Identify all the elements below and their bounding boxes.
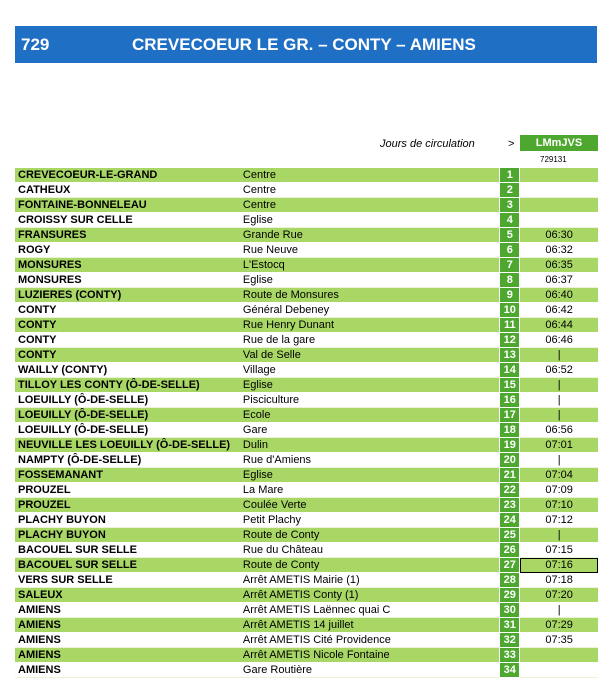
time-cell: 06:35 bbox=[520, 258, 598, 273]
stop-name-cell: Arrêt AMETIS Mairie (1) bbox=[243, 573, 500, 588]
stop-number-cell: 14 bbox=[500, 363, 520, 378]
stop-name-cell: Rue Neuve bbox=[243, 243, 500, 258]
stop-name-cell: Pisciculture bbox=[243, 393, 500, 408]
stop-number-cell: 22 bbox=[500, 483, 520, 498]
table-row bbox=[15, 243, 598, 258]
stop-number-cell: 23 bbox=[500, 498, 520, 513]
time-cell: 07:20 bbox=[520, 588, 598, 603]
stop-name-cell: Route de Conty bbox=[243, 558, 500, 573]
route-title: CREVECOEUR LE GR. – CONTY – AMIENS bbox=[132, 35, 476, 54]
commune-cell: CONTY bbox=[15, 318, 243, 333]
table-row bbox=[15, 453, 598, 468]
stop-number-cell: 12 bbox=[500, 333, 520, 348]
commune-cell: AMIENS bbox=[15, 633, 243, 648]
time-cell: 07:35 bbox=[520, 633, 598, 648]
table-row bbox=[15, 408, 598, 423]
stop-number-cell: 24 bbox=[500, 513, 520, 528]
table-row bbox=[15, 573, 598, 588]
stop-name-cell: Arrêt AMETIS Laënnec quai C bbox=[243, 603, 500, 618]
commune-cell: AMIENS bbox=[15, 648, 243, 663]
stop-name-cell: Val de Selle bbox=[243, 348, 500, 363]
stop-number-cell: 3 bbox=[500, 198, 520, 213]
time-cell: | bbox=[520, 348, 598, 363]
table-row bbox=[15, 423, 598, 438]
stop-name-cell: Centre bbox=[243, 183, 500, 198]
commune-cell: TILLOY LES CONTY (Ô-DE-SELLE) bbox=[15, 378, 243, 393]
time-cell: 06:52 bbox=[520, 363, 598, 378]
commune-cell: LOEUILLY (Ô-DE-SELLE) bbox=[15, 423, 243, 438]
stop-number-cell: 19 bbox=[500, 438, 520, 453]
stop-name-cell: Gare bbox=[243, 423, 500, 438]
table-row bbox=[15, 258, 598, 273]
stop-name-cell: Ecole bbox=[243, 408, 500, 423]
table-row bbox=[15, 603, 598, 618]
commune-cell: ROGY bbox=[15, 243, 243, 258]
stop-number-cell: 21 bbox=[500, 468, 520, 483]
table-row bbox=[15, 363, 598, 378]
commune-cell: BACOUEL SUR SELLE bbox=[15, 558, 243, 573]
time-cell: 07:29 bbox=[520, 618, 598, 633]
stop-number-cell: 13 bbox=[500, 348, 520, 363]
commune-cell: LOEUILLY (Ô-DE-SELLE) bbox=[15, 408, 243, 423]
stop-number-cell: 29 bbox=[500, 588, 520, 603]
time-cell: | bbox=[520, 453, 598, 468]
time-cell: 07:16 bbox=[520, 558, 598, 573]
time-cell bbox=[520, 213, 598, 228]
time-cell: 06:32 bbox=[520, 243, 598, 258]
stop-name-cell: Grande Rue bbox=[243, 228, 500, 243]
commune-cell: MONSURES bbox=[15, 273, 243, 288]
table-row bbox=[15, 198, 598, 213]
stop-number-cell: 4 bbox=[500, 213, 520, 228]
commune-cell: CONTY bbox=[15, 348, 243, 363]
stop-name-cell: Arrêt AMETIS Nicole Fontaine bbox=[243, 648, 500, 663]
stop-name-cell: Eglise bbox=[243, 273, 500, 288]
stop-number-cell: 18 bbox=[500, 423, 520, 438]
stop-name-cell: Général Debeney bbox=[243, 303, 500, 318]
time-cell: 07:18 bbox=[520, 573, 598, 588]
table-row bbox=[15, 168, 598, 183]
time-cell: 06:37 bbox=[520, 273, 598, 288]
time-cell: 06:42 bbox=[520, 303, 598, 318]
table-row bbox=[15, 288, 598, 303]
table-row bbox=[15, 318, 598, 333]
stop-number-cell: 32 bbox=[500, 633, 520, 648]
stop-name-cell: Village bbox=[243, 363, 500, 378]
stop-number-cell: 20 bbox=[500, 453, 520, 468]
stop-number-cell: 10 bbox=[500, 303, 520, 318]
stop-name-cell: Centre bbox=[243, 168, 500, 183]
commune-cell: CREVECOEUR-LE-GRAND bbox=[15, 168, 243, 183]
stop-number-cell: 1 bbox=[500, 168, 520, 183]
table-row bbox=[15, 468, 598, 483]
commune-cell: FONTAINE-BONNELEAU bbox=[15, 198, 243, 213]
days-arrow: > bbox=[508, 138, 515, 150]
stop-name-cell: Route de Conty bbox=[243, 528, 500, 543]
time-cell: 07:15 bbox=[520, 543, 598, 558]
stop-number-cell: 9 bbox=[500, 288, 520, 303]
stop-name-cell: Rue Henry Dunant bbox=[243, 318, 500, 333]
table-row bbox=[15, 633, 598, 648]
time-cell: 06:46 bbox=[520, 333, 598, 348]
stop-name-cell: Arrêt AMETIS 14 juillet bbox=[243, 618, 500, 633]
commune-cell: PLACHY BUYON bbox=[15, 513, 243, 528]
stop-name-cell: Gare Routière bbox=[243, 663, 500, 678]
time-cell bbox=[520, 168, 598, 183]
commune-cell: CONTY bbox=[15, 303, 243, 318]
stop-number-cell: 15 bbox=[500, 378, 520, 393]
commune-cell: LOEUILLY (Ô-DE-SELLE) bbox=[15, 393, 243, 408]
stop-number-cell: 11 bbox=[500, 318, 520, 333]
commune-cell: AMIENS bbox=[15, 618, 243, 633]
stop-name-cell: Rue de la gare bbox=[243, 333, 500, 348]
table-row bbox=[15, 303, 598, 318]
time-cell: 06:56 bbox=[520, 423, 598, 438]
stop-name-cell: La Mare bbox=[243, 483, 500, 498]
time-cell: | bbox=[520, 528, 598, 543]
commune-cell: SALEUX bbox=[15, 588, 243, 603]
table-row bbox=[15, 393, 598, 408]
time-cell bbox=[520, 663, 598, 678]
commune-cell: MONSURES bbox=[15, 258, 243, 273]
title-bar bbox=[15, 26, 597, 63]
commune-cell: NAMPTY (Ô-DE-SELLE) bbox=[15, 453, 243, 468]
stop-number-cell: 2 bbox=[500, 183, 520, 198]
table-row bbox=[15, 528, 598, 543]
commune-cell: PLACHY BUYON bbox=[15, 528, 243, 543]
stop-name-cell: Eglise bbox=[243, 213, 500, 228]
commune-cell: BACOUEL SUR SELLE bbox=[15, 543, 243, 558]
table-row bbox=[15, 333, 598, 348]
time-cell: 07:10 bbox=[520, 498, 598, 513]
time-cell: | bbox=[520, 393, 598, 408]
stop-name-cell: Route de Monsures bbox=[243, 288, 500, 303]
stop-name-cell: Centre bbox=[243, 198, 500, 213]
stop-name-cell: Rue d'Amiens bbox=[243, 453, 500, 468]
line-number: 729 bbox=[21, 35, 50, 54]
stop-name-cell: Coulée Verte bbox=[243, 498, 500, 513]
commune-cell: AMIENS bbox=[15, 663, 243, 678]
table-row bbox=[15, 348, 598, 363]
stop-number-cell: 31 bbox=[500, 618, 520, 633]
table-row bbox=[15, 543, 598, 558]
table-row bbox=[15, 483, 598, 498]
commune-cell: CROISSY SUR CELLE bbox=[15, 213, 243, 228]
stop-name-cell: Eglise bbox=[243, 378, 500, 393]
time-cell: | bbox=[520, 408, 598, 423]
stop-name-cell: Arrêt AMETIS Cité Providence bbox=[243, 633, 500, 648]
table-row bbox=[15, 588, 598, 603]
days-code-badge: LMmJVS bbox=[520, 135, 598, 151]
stop-number-cell: 30 bbox=[500, 603, 520, 618]
stop-number-cell: 16 bbox=[500, 393, 520, 408]
stop-number-cell: 26 bbox=[500, 543, 520, 558]
time-cell bbox=[520, 198, 598, 213]
stop-number-cell: 17 bbox=[500, 408, 520, 423]
time-cell: | bbox=[520, 378, 598, 393]
commune-cell: WAILLY (CONTY) bbox=[15, 363, 243, 378]
stop-number-cell: 5 bbox=[500, 228, 520, 243]
stop-number-cell: 33 bbox=[500, 648, 520, 663]
table-row bbox=[15, 648, 598, 663]
commune-cell: PROUZEL bbox=[15, 498, 243, 513]
time-cell: 07:01 bbox=[520, 438, 598, 453]
time-cell bbox=[520, 183, 598, 198]
commune-cell: CATHEUX bbox=[15, 183, 243, 198]
table-row bbox=[15, 438, 598, 453]
time-cell bbox=[520, 648, 598, 663]
time-cell: 06:40 bbox=[520, 288, 598, 303]
table-row bbox=[15, 213, 598, 228]
stop-number-cell: 8 bbox=[500, 273, 520, 288]
table-row bbox=[15, 558, 598, 573]
table-row bbox=[15, 378, 598, 393]
commune-cell: LUZIERES (CONTY) bbox=[15, 288, 243, 303]
table-row bbox=[15, 513, 598, 528]
commune-cell: CONTY bbox=[15, 333, 243, 348]
commune-cell: FRANSURES bbox=[15, 228, 243, 243]
stop-number-cell: 7 bbox=[500, 258, 520, 273]
stop-number-cell: 27 bbox=[500, 558, 520, 573]
time-cell: | bbox=[520, 603, 598, 618]
course-code: 729131 bbox=[540, 155, 567, 164]
table-row bbox=[15, 273, 598, 288]
stop-name-cell: Petit Plachy bbox=[243, 513, 500, 528]
time-cell: 07:12 bbox=[520, 513, 598, 528]
time-cell: 06:30 bbox=[520, 228, 598, 243]
table-row bbox=[15, 498, 598, 513]
stop-number-cell: 34 bbox=[500, 663, 520, 678]
time-cell: 07:04 bbox=[520, 468, 598, 483]
stop-name-cell: Arrêt AMETIS Conty (1) bbox=[243, 588, 500, 603]
commune-cell: FOSSEMANANT bbox=[15, 468, 243, 483]
stop-name-cell: Dulin bbox=[243, 438, 500, 453]
time-cell: 06:44 bbox=[520, 318, 598, 333]
table-row bbox=[15, 228, 598, 243]
days-label: Jours de circulation bbox=[380, 138, 475, 150]
table-row bbox=[15, 183, 598, 198]
stop-name-cell: Eglise bbox=[243, 468, 500, 483]
stop-name-cell: L'Estocq bbox=[243, 258, 500, 273]
stop-number-cell: 25 bbox=[500, 528, 520, 543]
commune-cell: VERS SUR SELLE bbox=[15, 573, 243, 588]
stop-number-cell: 28 bbox=[500, 573, 520, 588]
commune-cell: PROUZEL bbox=[15, 483, 243, 498]
table-row bbox=[15, 618, 598, 633]
table-row bbox=[15, 663, 598, 678]
time-cell: 07:09 bbox=[520, 483, 598, 498]
stop-name-cell: Rue du Château bbox=[243, 543, 500, 558]
commune-cell: AMIENS bbox=[15, 603, 243, 618]
stop-number-cell: 6 bbox=[500, 243, 520, 258]
timetable bbox=[15, 168, 598, 678]
commune-cell: NEUVILLE LES LOEUILLY (Ô-DE-SELLE) bbox=[15, 438, 243, 453]
